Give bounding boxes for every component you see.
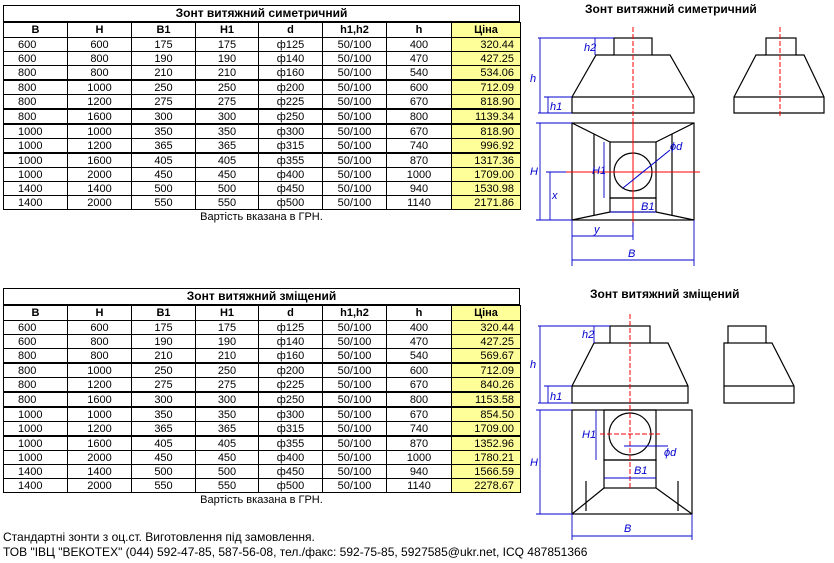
symmetric-hood-drawing xyxy=(528,22,828,272)
currency-note: Вартість вказана в ГРН. xyxy=(200,211,323,223)
table-cell: 400 xyxy=(387,38,452,52)
table-cell: 1000 xyxy=(68,80,132,95)
column-header: B1 xyxy=(132,306,196,321)
label-B: B xyxy=(624,523,632,535)
table-cell: 405 xyxy=(132,153,196,168)
table-cell: 2000 xyxy=(68,168,132,182)
table-cell: 2000 xyxy=(68,451,132,465)
table-cell: 405 xyxy=(196,436,259,451)
price-cell: 1153.58 xyxy=(452,392,521,407)
label-d: ϕd xyxy=(670,141,683,153)
table-cell: 1000 xyxy=(4,451,68,465)
table-row xyxy=(4,407,521,422)
table-cell: 50/100 xyxy=(323,153,387,168)
table-cell: ф140 xyxy=(259,52,323,66)
table-cell: 350 xyxy=(196,124,259,139)
table-cell: 800 xyxy=(68,52,132,66)
label-x: x xyxy=(552,190,558,202)
table-row xyxy=(4,363,521,378)
table-cell: 940 xyxy=(387,465,452,479)
table-cell: 600 xyxy=(4,52,68,66)
table-cell: 500 xyxy=(196,465,259,479)
table-row xyxy=(4,124,521,139)
column-header: h xyxy=(387,23,452,38)
table-row xyxy=(4,479,521,493)
table-cell: ф125 xyxy=(259,321,323,335)
table-cell: 250 xyxy=(196,80,259,95)
table-cell: 800 xyxy=(68,349,132,364)
table-cell: ф200 xyxy=(259,80,323,95)
table-cell: 1000 xyxy=(4,124,68,139)
table-cell: 1000 xyxy=(4,436,68,451)
column-header: H1 xyxy=(196,23,259,38)
table-row xyxy=(4,465,521,479)
table-cell: 670 xyxy=(387,95,452,110)
label-h2: h2 xyxy=(582,329,595,341)
table-row xyxy=(4,349,521,364)
table-cell: 670 xyxy=(387,378,452,393)
price-cell: 1352.96 xyxy=(452,436,521,451)
table-cell: 740 xyxy=(387,422,452,437)
column-header: d xyxy=(259,23,323,38)
table-cell: 250 xyxy=(196,363,259,378)
table-cell: 800 xyxy=(4,109,68,124)
table-cell: ф400 xyxy=(259,168,323,182)
table-cell: 190 xyxy=(132,52,196,66)
price-cell: 854.50 xyxy=(452,407,521,422)
table-cell: 600 xyxy=(68,38,132,52)
table-row xyxy=(4,80,521,95)
table-cell: 800 xyxy=(4,392,68,407)
table-cell: 870 xyxy=(387,153,452,168)
table-cell: 210 xyxy=(196,66,259,81)
column-header: H1 xyxy=(196,306,259,321)
table-header-row xyxy=(4,23,521,38)
price-cell: 569.67 xyxy=(452,349,521,364)
table-cell: 800 xyxy=(387,392,452,407)
table-cell: 1200 xyxy=(68,422,132,437)
column-header: H xyxy=(68,306,132,321)
table-row xyxy=(4,66,521,81)
table-row xyxy=(4,422,521,437)
table-cell: 600 xyxy=(4,321,68,335)
table-cell: 1200 xyxy=(68,95,132,110)
price-cell: 712.09 xyxy=(452,363,521,378)
table-cell: 870 xyxy=(387,436,452,451)
table-cell: 450 xyxy=(132,451,196,465)
table-cell: 600 xyxy=(387,80,452,95)
table-cell: 1000 xyxy=(68,407,132,422)
footer-contacts: ТОВ "ІВЦ "ВЕКОТЕХ" (044) 592-47-85, 587-56-08, тел./факс: 592-75-85, 5927585@ukr.net, ICQ 487851366 xyxy=(3,545,588,559)
table-cell: 365 xyxy=(132,422,196,437)
table-cell: 540 xyxy=(387,349,452,364)
table-cell: 550 xyxy=(196,479,259,493)
table-header-row xyxy=(4,306,521,321)
table-cell: 210 xyxy=(132,349,196,364)
table-cell: 600 xyxy=(4,38,68,52)
table-cell: 600 xyxy=(4,335,68,349)
table-row xyxy=(4,182,521,196)
table-cell: 1600 xyxy=(68,392,132,407)
price-table xyxy=(3,305,521,493)
table-row xyxy=(4,153,521,168)
table-cell: 1000 xyxy=(4,139,68,154)
table-cell: 50/100 xyxy=(323,321,387,335)
table-cell: 175 xyxy=(196,38,259,52)
table-cell: 1000 xyxy=(68,363,132,378)
table-cell: 600 xyxy=(387,363,452,378)
price-cell: 840.26 xyxy=(452,378,521,393)
price-cell: 712.09 xyxy=(452,80,521,95)
table-cell: 1400 xyxy=(4,196,68,210)
table-cell: 190 xyxy=(132,335,196,349)
table-cell: ф250 xyxy=(259,392,323,407)
column-header: Ціна xyxy=(452,306,521,321)
table-cell: ф355 xyxy=(259,436,323,451)
table-cell: 1200 xyxy=(68,378,132,393)
table-row xyxy=(4,168,521,182)
table-cell: 1000 xyxy=(68,124,132,139)
table-cell: 50/100 xyxy=(323,109,387,124)
table-cell: 190 xyxy=(196,335,259,349)
table-cell: 1400 xyxy=(68,182,132,196)
column-header: h1,h2 xyxy=(323,306,387,321)
table-row xyxy=(4,52,521,66)
table-cell: 1600 xyxy=(68,153,132,168)
table-cell: 50/100 xyxy=(323,182,387,196)
table-cell: 800 xyxy=(387,109,452,124)
table-row xyxy=(4,95,521,110)
table-cell: 50/100 xyxy=(323,436,387,451)
table-cell: ф140 xyxy=(259,335,323,349)
table-cell: 740 xyxy=(387,139,452,154)
label-y: y xyxy=(594,224,600,236)
table-cell: 1140 xyxy=(387,479,452,493)
label-B: B xyxy=(628,248,636,260)
label-H1: H1 xyxy=(592,165,607,177)
table-cell: ф160 xyxy=(259,66,323,81)
price-cell: 2171.86 xyxy=(452,196,521,210)
price-cell: 427.25 xyxy=(452,52,521,66)
diagram-title-symmetric: Зонт витяжний симетричний xyxy=(585,2,757,16)
table-cell: 1600 xyxy=(68,109,132,124)
price-cell: 1317.36 xyxy=(452,153,521,168)
table-cell: 500 xyxy=(196,182,259,196)
table-cell: 50/100 xyxy=(323,363,387,378)
table-cell: 210 xyxy=(196,349,259,364)
price-cell: 1566.59 xyxy=(452,465,521,479)
price-cell: 1709.00 xyxy=(452,422,521,437)
table-cell: 500 xyxy=(132,182,196,196)
table-cell: 550 xyxy=(132,196,196,210)
table-cell: 1000 xyxy=(4,407,68,422)
table-cell: 50/100 xyxy=(323,479,387,493)
table-cell: 50/100 xyxy=(323,139,387,154)
price-cell: 996.92 xyxy=(452,139,521,154)
table-cell: 50/100 xyxy=(323,378,387,393)
price-cell: 320.44 xyxy=(452,321,521,335)
table-row xyxy=(4,321,521,335)
table-cell: 175 xyxy=(132,38,196,52)
table-cell: 800 xyxy=(68,335,132,349)
table-cell: 550 xyxy=(196,196,259,210)
table-cell: 50/100 xyxy=(323,52,387,66)
column-header: d xyxy=(259,306,323,321)
table-cell: 500 xyxy=(132,465,196,479)
table-cell: 365 xyxy=(132,139,196,154)
table-cell: 50/100 xyxy=(323,124,387,139)
table-cell: 800 xyxy=(4,95,68,110)
table-cell: ф315 xyxy=(259,139,323,154)
table-cell: 175 xyxy=(196,321,259,335)
table-cell: 670 xyxy=(387,407,452,422)
table-cell: 600 xyxy=(68,321,132,335)
table-cell: 800 xyxy=(4,349,68,364)
label-H: H xyxy=(530,166,538,178)
table-cell: 1200 xyxy=(68,139,132,154)
table-cell: 405 xyxy=(132,436,196,451)
table-cell: 2000 xyxy=(68,196,132,210)
price-cell: 427.25 xyxy=(452,335,521,349)
label-h: h xyxy=(530,73,537,85)
price-section-offset xyxy=(3,288,520,507)
table-row xyxy=(4,196,521,210)
table-cell: ф250 xyxy=(259,109,323,124)
table-cell: 250 xyxy=(132,80,196,95)
table-cell: 1400 xyxy=(4,465,68,479)
table-cell: 350 xyxy=(132,407,196,422)
table-cell: 300 xyxy=(132,109,196,124)
table-cell: ф300 xyxy=(259,124,323,139)
table-cell: ф355 xyxy=(259,153,323,168)
table-cell: ф500 xyxy=(259,479,323,493)
label-h: h xyxy=(530,359,537,371)
column-header: h xyxy=(387,306,452,321)
price-table xyxy=(3,22,521,210)
price-cell: 1780.21 xyxy=(452,451,521,465)
table-cell: ф200 xyxy=(259,363,323,378)
table-cell: ф225 xyxy=(259,95,323,110)
price-cell: 534.06 xyxy=(452,66,521,81)
table-cell: 250 xyxy=(132,363,196,378)
table-cell: 1140 xyxy=(387,196,452,210)
table-cell: 50/100 xyxy=(323,196,387,210)
label-H1: H1 xyxy=(582,429,597,441)
table-cell: 1000 xyxy=(4,422,68,437)
price-cell: 1530.98 xyxy=(452,182,521,196)
footer-line-1: Стандартні зонти з оц.ст. Виготовлення під замовлення. xyxy=(3,530,315,544)
table-cell: ф125 xyxy=(259,38,323,52)
label-h2: h2 xyxy=(584,42,597,54)
section-title: Зонт витяжний зміщений xyxy=(3,288,520,305)
table-row xyxy=(4,38,521,52)
table-cell: 540 xyxy=(387,66,452,81)
table-cell: 2000 xyxy=(68,479,132,493)
label-B1: B1 xyxy=(641,201,655,213)
table-row xyxy=(4,109,521,124)
table-cell: 275 xyxy=(132,95,196,110)
offset-hood-drawing xyxy=(528,306,828,542)
table-cell: 800 xyxy=(68,66,132,81)
table-row xyxy=(4,378,521,393)
table-cell: 175 xyxy=(132,321,196,335)
table-cell: ф160 xyxy=(259,349,323,364)
table-cell: 300 xyxy=(132,392,196,407)
label-d: ϕd xyxy=(664,447,677,459)
table-cell: 365 xyxy=(196,422,259,437)
currency-note: Вартість вказана в ГРН. xyxy=(200,494,323,506)
table-cell: 1400 xyxy=(68,465,132,479)
table-row xyxy=(4,451,521,465)
table-cell: 50/100 xyxy=(323,349,387,364)
table-cell: 300 xyxy=(196,109,259,124)
table-cell: ф300 xyxy=(259,407,323,422)
price-section-symmetric xyxy=(3,5,520,224)
table-cell: 400 xyxy=(387,321,452,335)
table-cell: 1400 xyxy=(4,182,68,196)
table-cell: 365 xyxy=(196,139,259,154)
table-cell: 50/100 xyxy=(323,38,387,52)
table-cell: 275 xyxy=(132,378,196,393)
table-cell: 275 xyxy=(196,95,259,110)
table-cell: ф500 xyxy=(259,196,323,210)
table-cell: ф450 xyxy=(259,182,323,196)
column-header: B xyxy=(4,306,68,321)
column-header: B1 xyxy=(132,23,196,38)
table-cell: 470 xyxy=(387,335,452,349)
table-cell: ф315 xyxy=(259,422,323,437)
table-cell: 1000 xyxy=(387,168,452,182)
table-cell: 1000 xyxy=(387,451,452,465)
table-cell: 210 xyxy=(132,66,196,81)
table-cell: 275 xyxy=(196,378,259,393)
column-header: B xyxy=(4,23,68,38)
table-cell: 1600 xyxy=(68,436,132,451)
table-cell: 1000 xyxy=(4,153,68,168)
table-cell: 800 xyxy=(4,378,68,393)
table-cell: 50/100 xyxy=(323,335,387,349)
column-header: H xyxy=(68,23,132,38)
table-cell: ф450 xyxy=(259,465,323,479)
table-cell: 350 xyxy=(132,124,196,139)
table-cell: ф225 xyxy=(259,378,323,393)
label-H: H xyxy=(530,457,538,469)
table-cell: 50/100 xyxy=(323,66,387,81)
table-cell: 450 xyxy=(196,451,259,465)
price-cell: 1709.00 xyxy=(452,168,521,182)
diagram-title-offset: Зонт витяжний зміщений xyxy=(590,287,740,301)
table-cell: 190 xyxy=(196,52,259,66)
price-cell: 320.44 xyxy=(452,38,521,52)
table-cell: ф400 xyxy=(259,451,323,465)
column-header: Ціна xyxy=(452,23,521,38)
table-row xyxy=(4,139,521,154)
table-cell: 670 xyxy=(387,124,452,139)
table-row xyxy=(4,335,521,349)
table-cell: 50/100 xyxy=(323,451,387,465)
table-cell: 300 xyxy=(196,392,259,407)
table-cell: 50/100 xyxy=(323,95,387,110)
price-cell: 1139.34 xyxy=(452,109,521,124)
table-cell: 50/100 xyxy=(323,422,387,437)
table-cell: 350 xyxy=(196,407,259,422)
table-cell: 940 xyxy=(387,182,452,196)
table-cell: 50/100 xyxy=(323,392,387,407)
table-row xyxy=(4,392,521,407)
table-cell: 450 xyxy=(132,168,196,182)
price-cell: 2278.67 xyxy=(452,479,521,493)
table-cell: 50/100 xyxy=(323,168,387,182)
section-title: Зонт витяжний симетричний xyxy=(3,5,520,22)
label-B1: B1 xyxy=(634,465,648,477)
table-cell: 800 xyxy=(4,363,68,378)
table-cell: 470 xyxy=(387,52,452,66)
table-cell: 50/100 xyxy=(323,465,387,479)
table-cell: 1000 xyxy=(4,168,68,182)
table-row xyxy=(4,436,521,451)
table-cell: 450 xyxy=(196,168,259,182)
price-cell: 818.90 xyxy=(452,124,521,139)
table-cell: 50/100 xyxy=(323,80,387,95)
table-cell: 800 xyxy=(4,66,68,81)
table-cell: 50/100 xyxy=(323,407,387,422)
table-cell: 405 xyxy=(196,153,259,168)
label-h1: h1 xyxy=(550,101,563,113)
price-cell: 818.90 xyxy=(452,95,521,110)
table-cell: 1400 xyxy=(4,479,68,493)
label-h1: h1 xyxy=(550,391,563,403)
column-header: h1,h2 xyxy=(323,23,387,38)
table-cell: 800 xyxy=(4,80,68,95)
table-cell: 550 xyxy=(132,479,196,493)
